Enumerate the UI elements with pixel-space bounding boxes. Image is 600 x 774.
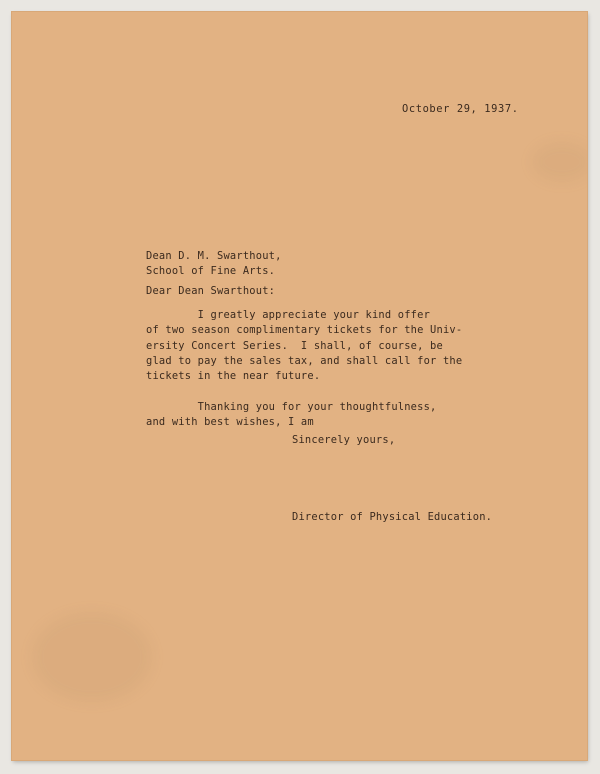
paper-stain [32, 612, 152, 702]
signature-title: Director of Physical Education. [292, 511, 493, 523]
salutation: Dear Dean Swarthout: [146, 285, 276, 297]
letter-date: October 29, 1937. [402, 103, 519, 115]
paper-stain [532, 142, 587, 182]
letter-body: I greatly appreciate your kind offer of two season complimentary tickets for the Univ- ersity Concert Series. I shall, of course, be glad to pay the sales tax, and shall call for the tickets in the near future. Thanking you for your thoughtfulness, and with best wishes, I am [146, 309, 463, 429]
complimentary-close: Sincerely yours, [292, 434, 396, 446]
addressee-block: Dean D. M. Swarthout, School of Fine Arts. [146, 250, 282, 278]
letter-page [12, 12, 587, 760]
